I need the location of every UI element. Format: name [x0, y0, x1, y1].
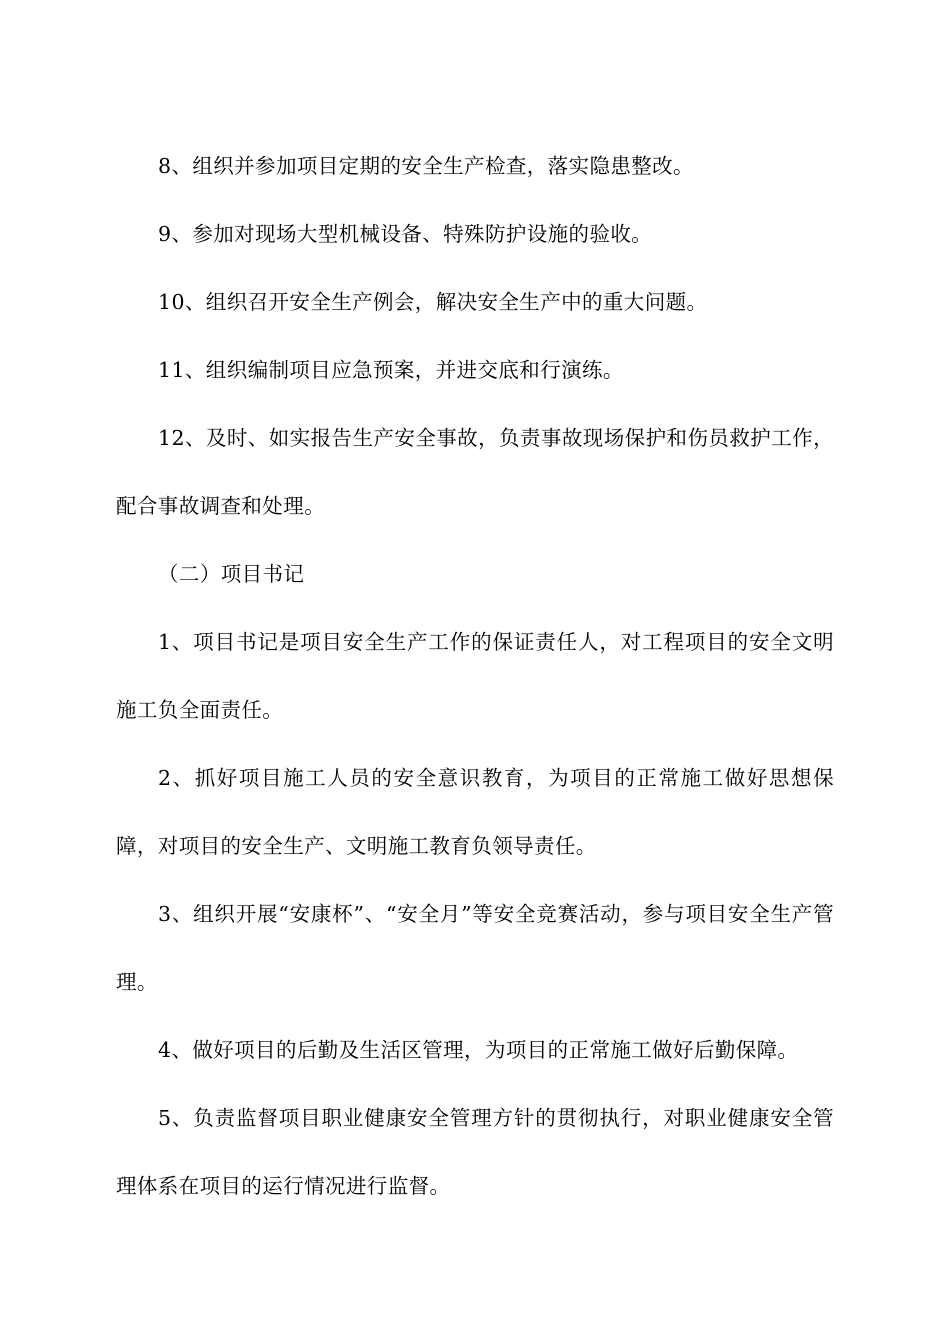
document-body	[116, 132, 834, 1220]
paragraph-item-4: 4、做好项目的后勤及生活区管理，为项目的正常施工做好后勤保障。	[158, 1038, 799, 1062]
section-heading: （二）项目书记	[158, 562, 305, 586]
paragraph-item-2: 2、抓好项目施工人员的安全意识教育，为项目的正常施工做好思想保障，对项目的安全生产、文明施工教育负领导责任。	[116, 766, 834, 858]
paragraph-item-3: 3、组织开展“安康杯”、“安全月”等安全竞赛活动，参与项目安全生产管理。	[116, 902, 834, 994]
paragraph-item-12: 12、及时、如实报告生产安全事故，负责事故现场保护和伤员救护工作，配合事故调查和处理。	[116, 426, 834, 518]
paragraph-item-5: 5、负责监督项目职业健康安全管理方针的贯彻执行，对职业健康安全管理体系在项目的运行情况进行监督。	[116, 1106, 834, 1198]
paragraph-item-9: 9、参加对现场大型机械设备、特殊防护设施的验收。	[158, 222, 653, 246]
paragraph-item-11: 11、组织编制项目应急预案，并进交底和行演练。	[158, 358, 624, 382]
paragraph-item-1: 1、项目书记是项目安全生产工作的保证责任人，对工程项目的安全文明施工负全面责任。	[116, 630, 834, 722]
paragraph-item-10: 10、组织召开安全生产例会，解决安全生产中的重大问题。	[158, 290, 708, 314]
paragraph-item-8: 8、组织并参加项目定期的安全生产检查，落实隐患整改。	[158, 154, 694, 178]
